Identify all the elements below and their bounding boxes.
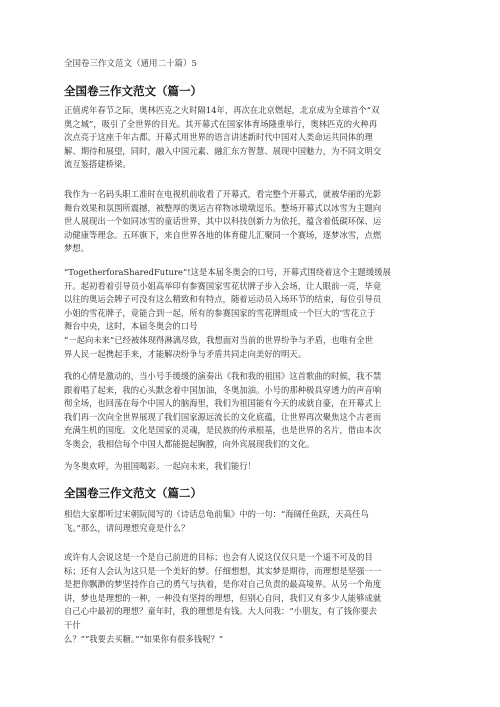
- text-line: 或许有人会说这是一个是自己前进的目标；也会有人说这仅仅只是一个遥不可及的目: [64, 552, 373, 562]
- text-line: 干什: [64, 619, 81, 630]
- paragraph: [64, 370, 436, 452]
- text-line: 世人展现出一个如同冰雪的童话世界，其中以科技创新力为依托，蕴含着低碳环保、运: [64, 216, 382, 227]
- text-line: 以往的奥运会牌子可没有这么精致和有特点，随着运动员入场环节的结束，每位引导员: [64, 294, 382, 305]
- text-line: 次点亮于这座千年古都。开幕式用世界的语言讲述新时代中国对人类命运共同体的理: [64, 132, 373, 143]
- text-line: 解、期待和展望，同时，融入中国元素、融汇东方智慧、展现中国魅力，为不同文明交: [64, 145, 382, 156]
- text-line: 冬奥会，我相信每个中国人都能挺起胸膛，向外宾展现我们的文化。: [64, 438, 315, 449]
- paragraph: [64, 266, 436, 361]
- text-line: 动健康等理念。五环旗下，来自世界各地的体育健儿汇聚同一个赛场，逐梦冰雪，点燃: [64, 229, 382, 240]
- text-line: 么？”“我要去买糖。”“如果你有很多钱呢？”: [64, 633, 224, 644]
- paragraph: [64, 460, 436, 474]
- text-line: 是把你飘渺的梦坚持作自己的勇气与执着，是你对自己负责的最高境界。从另一个角度: [64, 579, 382, 590]
- paragraph: [64, 508, 436, 535]
- text-line: 舞台效果和氛围所震撼，被整厚的奥运吉祥物冰墩墩逗乐。整场开幕式以冰雪为主题向: [64, 202, 382, 213]
- text-line: 小姐的雪花牌子，竟能合到一起，所有的参赛国家的雪花牌组成一个巨大的‘雪花立于: [64, 307, 376, 318]
- text-line: 我们再一次向全世界展现了我们国家源远流长的文化底蕴，让世界再次聚焦这个古老而: [64, 411, 382, 422]
- text-line: “一起向未来”已经被体现得淋漓尽致，我想面对当前的世界纷争与矛盾，也唯有全世: [64, 334, 374, 345]
- paragraph: [64, 188, 436, 256]
- text-line: 自己心中最初的理想？童年时，我的理想是有钱。大人问我：“小朋友，有了钱你要去: [64, 606, 378, 617]
- document-title: 全国卷三作文范文（通用二十篇）5: [64, 59, 197, 69]
- paragraph: [64, 104, 436, 172]
- text-line: 梦想。: [64, 243, 90, 254]
- text-line: 我的心情是激动的，当小号手缓缓的演奏出《我和我的祖国》这首歌曲的时候，我不禁: [64, 371, 382, 381]
- text-line: 界人民一起携起手来，才能解决纷争与矛盾共同走向美好的明天。: [64, 348, 307, 359]
- text-line: 飞。”那么，请问理想究竟是什么？: [64, 522, 190, 533]
- section-heading-1: 全国卷三作文范文（篇一）: [64, 84, 202, 98]
- text-line: 跟着唱了起来，我的心头默念着中国加油，冬奥加油。小号的那种极具穿透力的声音响: [64, 384, 382, 395]
- text-line: 流互鉴搭建桥梁。: [64, 159, 131, 170]
- text-line: 标；还有人会认为这只是一个美好的梦。仔细想想，其实梦是期待，而理想是坚强一一: [64, 565, 382, 576]
- paragraph: [64, 551, 436, 646]
- text-line: 奥之城”，吸引了全世界的目光。其开幕式在国家体育场隆重举行，奥林匹克的火种再: [64, 118, 378, 129]
- text-line: 为冬奥欢呼，为祖国喝彩。一起向未来，我们能行！: [64, 461, 256, 471]
- section-heading-2: 全国卷三作文范文（篇二）: [64, 486, 202, 500]
- text-line: 我作为一名码头职工准时在电视机前收看了开幕式，看完整个开幕式，就被华丽的光影: [64, 189, 382, 199]
- text-line: 舞台中央，这时，本届冬奥会的口号: [64, 321, 198, 332]
- text-line: “TogetherforaSharedFuture”!这是本届冬奥会的口号，开幕式围绕着这个主题缓缓展: [64, 267, 391, 277]
- text-line: 充满生机的国度。文化是国家的灵魂，是民族的传承根基，也是世界的名片，借由本次: [64, 425, 382, 436]
- text-line: 开。起初看着引导员小姐高举印有参赛国家雪花状牌子步入会场，让人眼前一亮，毕竟: [64, 280, 382, 291]
- text-line: 相信大家都听过宋朝阮阅写的《诗话总龟前集》中的一句：“海阔任鱼跃，天高任鸟: [64, 509, 369, 519]
- text-line: 讲，梦也是理想的一种，一种没有坚持的理想，但别心自问，我们又有多少人能够成就: [64, 592, 382, 603]
- text-line: 彻全场，也回荡在每个中国人的脑海里，我们为祖国能有今天的成就自豪，在开幕式上: [64, 398, 382, 409]
- text-line: 正值虎年春节之际，奥林匹克之火时隔14年，再次在北京燃起，北京成为全球首个“双: [64, 105, 380, 115]
